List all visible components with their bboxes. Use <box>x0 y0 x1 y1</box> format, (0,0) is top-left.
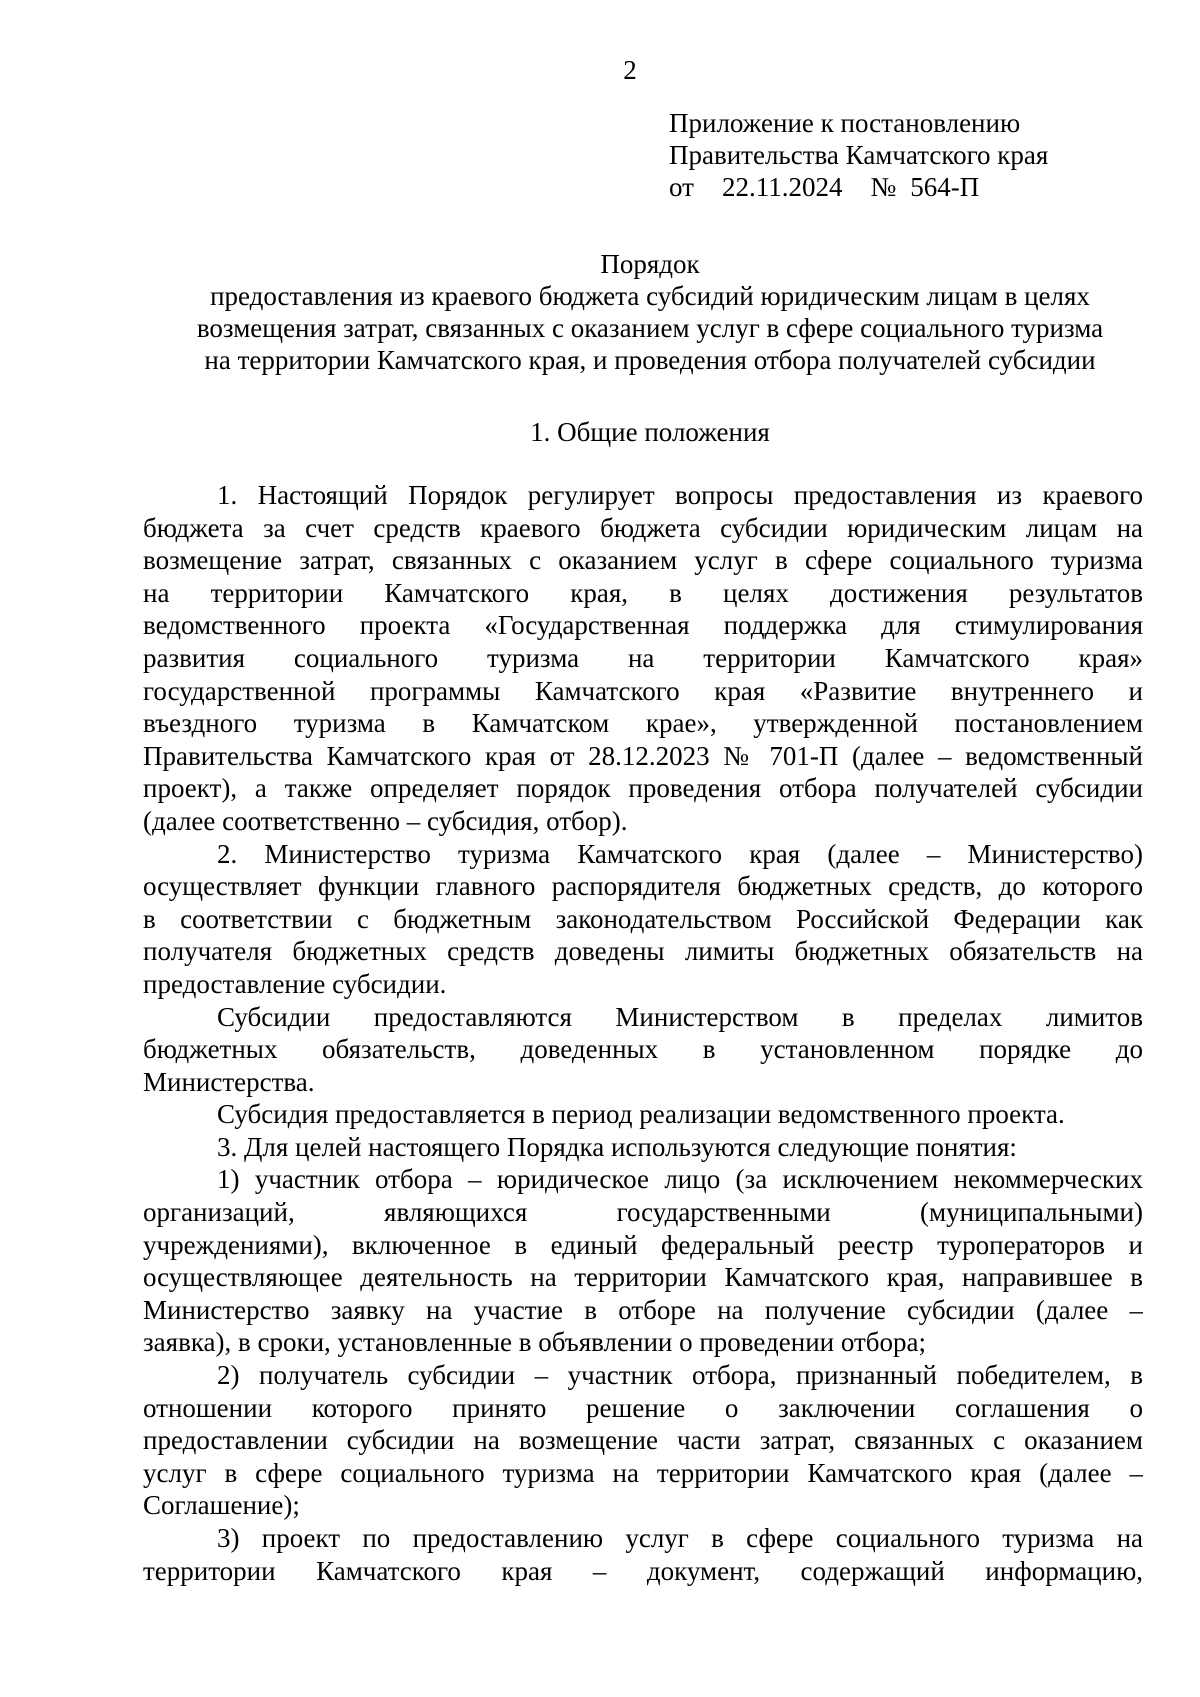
approval-line-1: Приложение к постановлению <box>669 108 1021 138</box>
paragraph-line: ведомственного проекта «Государственная поддержка для стимулирования <box>143 610 1143 641</box>
paragraph-line: бюджетных обязательств, доведенных в установленном порядке до <box>143 1034 1143 1065</box>
paragraph-line: осуществляющее деятельность на территории Камчатского края, направившее в <box>143 1262 1143 1293</box>
paragraph-line: организаций, являющихся государственными (муниципальными) <box>143 1197 1143 1228</box>
paragraph-line: 2. Министерство туризма Камчатского края (далее – Министерство) <box>217 838 1143 869</box>
paragraph-line: 2) получатель субсидии – участник отбора, признанный победителем, в <box>217 1360 1143 1391</box>
paragraph-line: 1. Настоящий Порядок регулирует вопросы предоставления из краевого <box>217 480 1143 510</box>
paragraph-line: Субсидия предоставляется в период реализации ведомственного проекта. <box>217 1099 1065 1130</box>
paragraph-line: Соглашение); <box>143 1490 300 1521</box>
paragraph-line: проект), а также определяет порядок проведения отбора получателей субсидии <box>143 773 1143 804</box>
section-heading: 1. Общие положения <box>530 417 770 447</box>
approval-line-2: Правительства Камчатского края <box>669 140 1049 170</box>
paragraph-line: предоставлении субсидии на возмещение части затрат, связанных с оказанием <box>143 1425 1143 1456</box>
approval-prefix: от <box>669 172 694 202</box>
paragraph-line: предоставление субсидии. <box>143 968 447 999</box>
approval-date: 22.11.2024 <box>721 172 843 202</box>
paragraph-line: бюджета за счет средств краевого бюджета субсидии юридическим лицам на <box>143 512 1143 543</box>
paragraph-line: Министерства. <box>143 1066 315 1097</box>
paragraph-line: (далее соответственно – субсидия, отбор). <box>143 805 628 836</box>
paragraph-line: услуг в сфере социального туризма на территории Камчатского края (далее – <box>143 1457 1143 1488</box>
title-line: на территории Камчатского края, и проведения отбора получателей субсидии <box>204 345 1096 375</box>
title-line: предоставления из краевого бюджета субсидий юридическим лицам в целях <box>210 281 1090 311</box>
approval-date-line <box>669 171 1169 203</box>
page-number: 2 <box>623 55 637 85</box>
paragraph-line: отношении которого принято решение о заключении соглашения о <box>143 1392 1143 1423</box>
approval-block <box>669 107 1169 203</box>
paragraph-line: 3. Для целей настоящего Порядка используются следующие понятия: <box>217 1131 1017 1162</box>
paragraph-line: государственной программы Камчатского края «Развитие внутреннего и <box>143 675 1143 706</box>
title-heading: Порядок <box>600 249 700 279</box>
paragraph-line: возмещение затрат, связанных с оказанием услуг в сфере социального туризма <box>143 545 1143 576</box>
paragraph-line: въездного туризма в Камчатском крае», утвержденной постановлением <box>143 708 1143 739</box>
paragraph-line: заявка), в сроки, установленные в объявлении о проведении отбора; <box>143 1327 927 1358</box>
paragraph-line: в соответствии с бюджетным законодательством Российской Федерации как <box>143 903 1143 934</box>
paragraph-line: осуществляет функции главного распорядителя бюджетных средств, до которого <box>143 871 1143 902</box>
paragraph-line: получателя бюджетных средств доведены лимиты бюджетных обязательств на <box>143 936 1143 967</box>
paragraph-line: территории Камчатского края – документ, содержащий информацию, <box>143 1555 1143 1586</box>
approval-number-sign: № <box>870 172 897 202</box>
paragraph-line: учреждениями), включенное в единый федеральный реестр туроператоров и <box>143 1229 1143 1260</box>
paragraph-line: Субсидии предоставляются Министерством в пределах лимитов <box>217 1001 1143 1032</box>
body-text <box>143 479 1143 1587</box>
paragraph-line: на территории Камчатского края, в целях достижения результатов <box>143 577 1143 608</box>
paragraph-line: 1) участник отбора – юридическое лицо (за исключением некоммерческих <box>217 1164 1143 1195</box>
title-line: возмещения затрат, связанных с оказанием услуг в сфере социального туризма <box>196 313 1104 343</box>
paragraph-line: 3) проект по предоставлению услуг в сфере социального туризма на <box>217 1523 1143 1553</box>
paragraph-line: Правительства Камчатского края от 28.12.2023 № 701-П (далее – ведомственный <box>143 740 1143 771</box>
paragraph-line: развития социального туризма на территории Камчатского края» <box>143 642 1143 673</box>
document-title <box>150 248 1150 376</box>
paragraph-line: Министерство заявку на участие в отборе на получение субсидии (далее – <box>143 1294 1143 1325</box>
approval-number: 564-П <box>910 172 980 202</box>
